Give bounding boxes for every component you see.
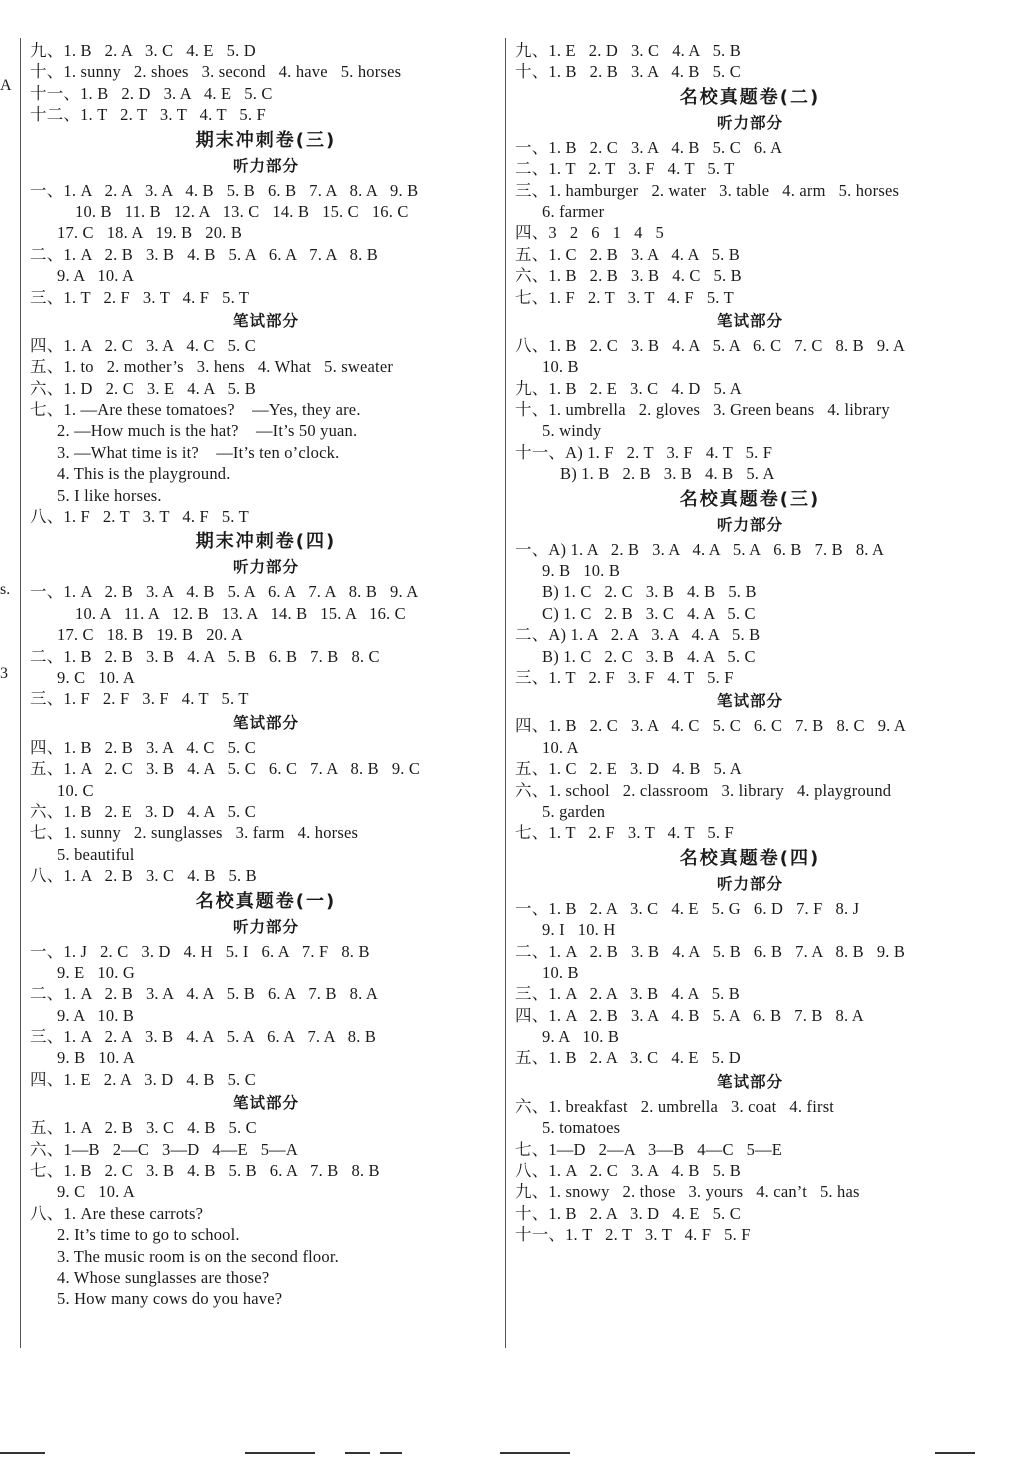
answer-line: 十二、1. T 2. T 3. T 4. T 5. F [30,105,266,125]
answer-line: 三、1. T 2. F 3. F 4. T 5. F [515,667,734,687]
answer-line: 9. A 10. B [542,1027,620,1047]
answer-line: 七、1—D 2—A 3—B 4—C 5—E [515,1139,783,1159]
section-title: 名校真题卷(四) [679,847,821,869]
bottom-rule [0,1452,45,1454]
answer-line: 一、1. A 2. B 3. A 4. B 5. A 6. A 7. A 8. B 9. A [30,582,419,602]
answer-line: C) 1. C 2. B 3. C 4. A 5. C [542,603,756,623]
answer-line: 5. garden [542,801,606,821]
answer-line: 十、1. umbrella 2. gloves 3. Green beans 4. library [515,400,890,420]
answer-line: 二、1. A 2. B 3. B 4. A 5. B 6. B 7. A 8. B 9. B [515,941,906,961]
cropped-edge-text: s. [0,581,11,598]
answer-line: 二、1. A 2. B 3. A 4. A 5. B 6. A 7. B 8. A [30,984,378,1004]
answer-line: 三、1. F 2. F 3. F 4. T 5. T [30,689,249,709]
answer-line: B) 1. C 2. C 3. B 4. A 5. C [542,646,756,666]
bottom-rule [245,1452,315,1454]
answer-line: 四、1. E 2. A 3. D 4. B 5. C [30,1069,256,1089]
bottom-rule [935,1452,975,1454]
answer-line: 十、1. sunny 2. shoes 3. second 4. have 5. horses [30,62,402,82]
answer-line: 9. B 10. A [57,1048,136,1068]
section-title: 名校真题卷(一) [195,890,337,912]
answer-line: 3. —What time is it? —It’s ten o’clock. [57,442,340,462]
section-subtitle: 笔试部分 [232,311,299,330]
answer-line: 二、1. B 2. B 3. B 4. A 5. B 6. B 7. B 8. C [30,646,380,666]
answer-line: 一、A) 1. A 2. B 3. A 4. A 5. A 6. B 7. B 8. A [515,539,885,559]
answer-line: 6. farmer [542,201,605,221]
section-subtitle: 笔试部分 [716,692,783,711]
answer-line: 9. E 10. G [57,962,136,982]
section-subtitle: 笔试部分 [716,311,783,330]
answer-line: 九、1. B 2. A 3. C 4. E 5. D [30,41,256,60]
answer-line: 五、1. A 2. C 3. B 4. A 5. C 6. C 7. A 8. B 9. C [30,759,421,779]
answer-line: 10. B [542,357,579,377]
answer-line: 五、1. A 2. B 3. C 4. B 5. C [30,1118,257,1138]
answer-line: 八、1. A 2. B 3. C 4. B 5. B [30,866,257,886]
answer-line: 9. I 10. H [542,920,616,940]
answer-line: 六、1. B 2. B 3. B 4. C 5. B [515,266,742,286]
answer-line: 4. This is the playground. [57,464,231,484]
answer-line: 二、A) 1. A 2. A 3. A 4. A 5. B [515,625,761,645]
answer-line: 九、1. E 2. D 3. C 4. A 5. B [515,41,741,60]
section-subtitle: 听力部分 [716,874,783,893]
answer-line: 四、1. A 2. C 3. A 4. C 5. C [30,335,256,355]
section-title: 期末冲刺卷(四) [195,531,337,553]
answer-line: 9. B 10. B [542,561,621,581]
answer-line: 9. C 10. A [57,1182,136,1202]
answer-line: 三、1. A 2. A 3. B 4. A 5. B [515,984,741,1004]
answer-line: B) 1. C 2. C 3. B 4. B 5. B [542,582,757,602]
answer-line: 七、1. sunny 2. sunglasses 3. farm 4. horses [30,823,359,843]
answer-line: 六、1—B 2—C 3—D 4—E 5—A [30,1139,298,1159]
answer-line: 17. C 18. A 19. B 20. B [57,223,243,243]
answer-line: 四、1. B 2. C 3. A 4. C 5. C 6. C 7. B 8. C 9. A [515,716,907,736]
answer-line: 六、1. D 2. C 3. E 4. A 5. B [30,378,256,398]
answer-line: 六、1. breakfast 2. umbrella 3. coat 4. first [515,1096,835,1116]
answer-line: 一、1. B 2. A 3. C 4. E 5. G 6. D 7. F 8. J [515,898,860,918]
bottom-rule [500,1452,570,1454]
answer-line: 十一、A) 1. F 2. T 3. F 4. T 5. F [515,442,773,462]
section-subtitle: 笔试部分 [232,713,299,732]
answer-line: 5. I like horses. [57,485,162,505]
answer-line: 四、1. B 2. B 3. A 4. C 5. C [30,737,256,757]
answer-line: 10. B 11. B 12. A 13. C 14. B 15. C 16. C [75,201,409,221]
answer-line: 三、1. T 2. F 3. T 4. F 5. T [30,287,250,307]
answer-line: 10. B [542,962,579,982]
answer-line: 9. A 10. B [57,1005,135,1025]
answer-line: 九、1. snowy 2. those 3. yours 4. can’t 5. has [515,1182,860,1202]
answer-line: 一、1. B 2. C 3. A 4. B 5. C 6. A [515,137,783,157]
answer-line: 八、1. Are these carrots? [30,1203,204,1223]
answer-line: 9. A 10. A [57,266,135,286]
section-subtitle: 听力部分 [232,917,299,936]
answer-line: 5. beautiful [57,844,135,864]
answer-line: 八、1. A 2. C 3. A 4. B 5. B [515,1161,741,1181]
answer-line: 十、1. B 2. A 3. D 4. E 5. C [515,1203,741,1223]
answer-line: 五、1. C 2. E 3. D 4. B 5. A [515,759,742,779]
answer-line: 10. C [57,780,94,800]
answer-line: 五、1. to 2. mother’s 3. hens 4. What 5. sweater [30,357,394,377]
answer-line: 十、1. B 2. B 3. A 4. B 5. C [515,62,741,82]
answer-line: 七、1. F 2. T 3. T 4. F 5. T [515,287,734,307]
answer-line: 一、1. A 2. A 3. A 4. B 5. B 6. B 7. A 8. A 9. B [30,180,419,200]
section-subtitle: 听力部分 [232,558,299,577]
answer-line: 3. The music room is on the second floor. [57,1246,339,1266]
answer-line: 4. Whose sunglasses are those? [57,1267,270,1287]
answer-line: 四、1. A 2. B 3. A 4. B 5. A 6. B 7. B 8. A [515,1005,864,1025]
answer-line: 10. A 11. A 12. B 13. A 14. B 15. A 16. C [75,603,406,623]
section-subtitle: 笔试部分 [232,1094,299,1113]
left-margin-rule [20,38,21,1348]
answer-line: 五、1. B 2. A 3. C 4. E 5. D [515,1048,741,1068]
right-column [515,40,985,1246]
bottom-rule [345,1452,370,1454]
answer-line: 三、1. A 2. A 3. B 4. A 5. A 6. A 7. A 8. B [30,1027,377,1047]
answer-line: 五、1. C 2. B 3. A 4. A 5. B [515,244,741,264]
bottom-rule [380,1452,402,1454]
answer-line: B) 1. B 2. B 3. B 4. B 5. A [560,464,775,484]
cropped-edge-text: 3 [0,665,8,682]
answer-line: 九、1. B 2. E 3. C 4. D 5. A [515,378,742,398]
answer-line: 5. windy [542,421,602,441]
answer-line: 17. C 18. B 19. B 20. A [57,625,243,645]
answer-line: 四、3 2 6 1 4 5 [515,223,664,243]
answer-line: 六、1. school 2. classroom 3. library 4. playground [515,780,892,800]
answer-line: 2. —How much is the hat? —It’s 50 yuan. [57,421,358,441]
answer-line: 八、1. F 2. T 3. T 4. F 5. T [30,507,249,527]
answer-line: 十一、1. B 2. D 3. A 4. E 5. C [30,83,273,103]
answer-line: 10. A [542,737,579,757]
answer-line: 七、1. T 2. F 3. T 4. T 5. F [515,823,734,843]
left-column [30,40,502,1310]
answer-line: 9. C 10. A [57,667,136,687]
section-title: 名校真题卷(二) [679,86,821,108]
section-subtitle: 笔试部分 [716,1072,783,1091]
cropped-edge-text: A [0,77,12,94]
section-title: 名校真题卷(三) [679,488,821,510]
answer-line: 七、1. B 2. C 3. B 4. B 5. B 6. A 7. B 8. B [30,1161,380,1181]
answer-line: 七、1. —Are these tomatoes? —Yes, they are. [30,400,361,420]
answer-line: 三、1. hamburger 2. water 3. table 4. arm 5. horses [515,180,900,200]
answer-line: 5. How many cows do you have? [57,1289,283,1309]
answer-line: 八、1. B 2. C 3. B 4. A 5. A 6. C 7. C 8. B 9. A [515,335,906,355]
answer-line: 一、1. J 2. C 3. D 4. H 5. I 6. A 7. F 8. B [30,941,370,961]
section-title: 期末冲刺卷(三) [195,129,337,151]
answer-line: 六、1. B 2. E 3. D 4. A 5. C [30,801,256,821]
answer-line: 十一、1. T 2. T 3. T 4. F 5. F [515,1225,751,1245]
answer-line: 5. tomatoes [542,1118,621,1138]
section-subtitle: 听力部分 [716,515,783,534]
column-divider [505,38,506,1348]
section-subtitle: 听力部分 [232,156,299,175]
answer-line: 二、1. T 2. T 3. F 4. T 5. T [515,159,735,179]
answer-line: 2. It’s time to go to school. [57,1225,240,1245]
answer-line: 二、1. A 2. B 3. B 4. B 5. A 6. A 7. A 8. B [30,244,378,264]
section-subtitle: 听力部分 [716,113,783,132]
